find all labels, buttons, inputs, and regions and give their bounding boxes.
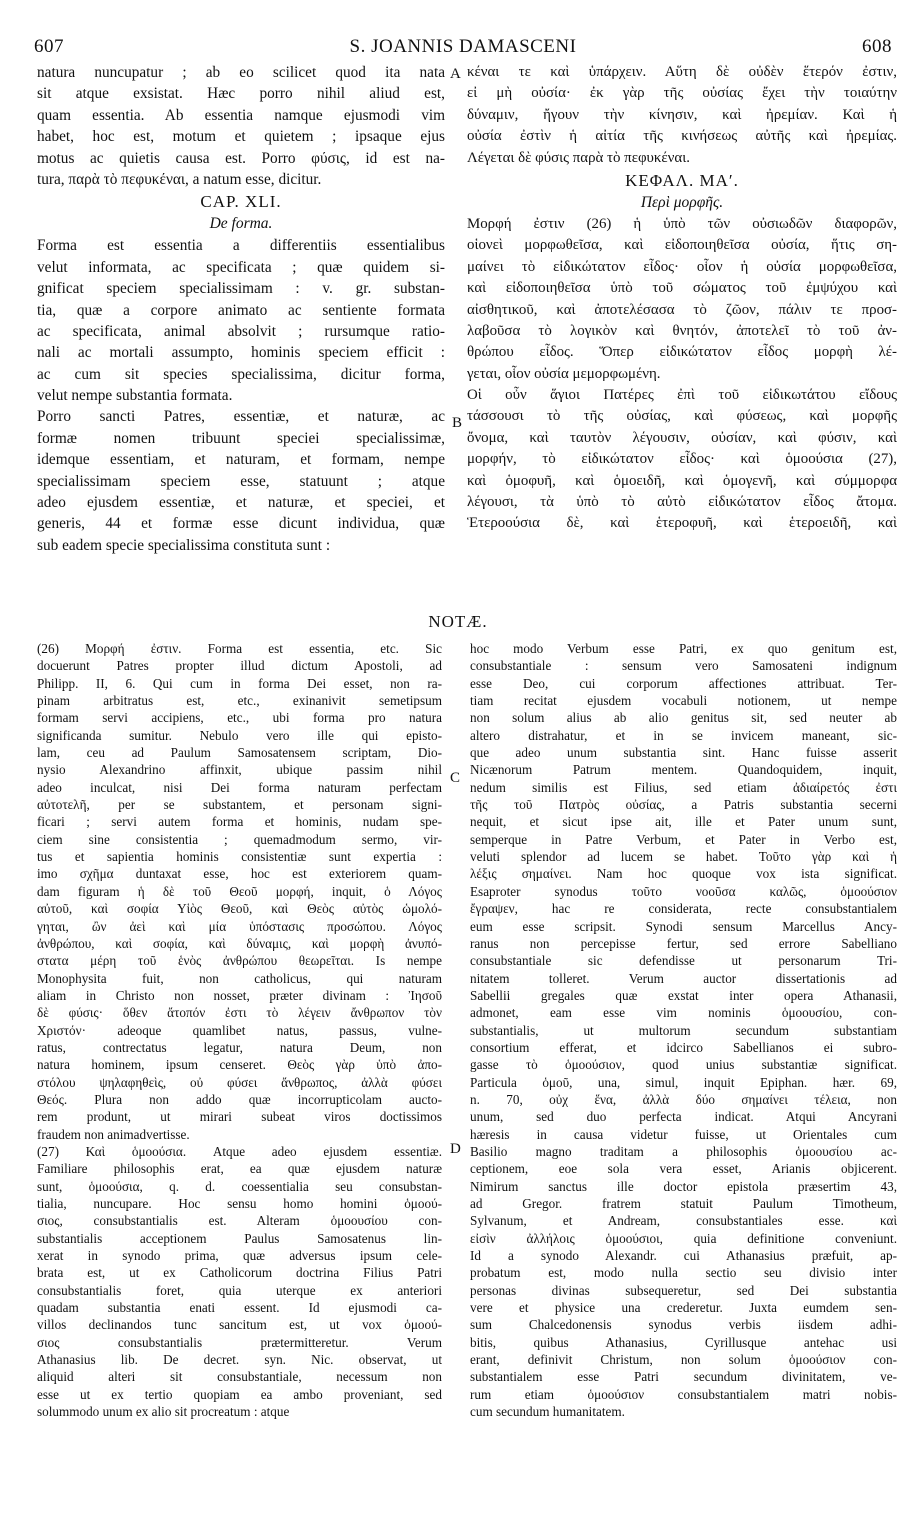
note-line: erant, definivit Christum, non solum ὁμοούσιον con- <box>470 1352 897 1368</box>
note-line: sum Chalcedonensis synodus verbis iisdem adhi- <box>470 1317 897 1333</box>
note-line: gasse τὸ ὁμοούσιον, quod unius substantiæ significat. <box>470 1057 897 1073</box>
note-line: nequit, et sicut ipse ait, ille et Pater unum sunt, <box>470 814 897 830</box>
note-line: imo σχῆμα duntaxat esse, hoc est exteriorem quam- <box>37 866 442 882</box>
note-line: Sabellii gregales quæ exstat inter opera Athanasii, <box>470 987 897 1003</box>
note-line: probatum est, modo nulla sectio seu divisio inter <box>470 1265 897 1281</box>
note-line: ἀνθρώπου, καὶ σοφία, καὶ δύναμις, καὶ μορφὴ ἀνυπό- <box>37 935 442 951</box>
note-line: docuerunt Patres propter illud dictum Apostoli, ad <box>37 658 442 674</box>
text-line: quam essentia. Ab essentia namque ejusmodi vim <box>37 106 445 124</box>
note-line: substantialem esse Patri secundum divinitatem, ve- <box>470 1369 897 1385</box>
note-line: adeo inculcat, nisi Dei forma naturam perfectam <box>37 779 442 795</box>
note-line: ratus, contrectatus legatur, natura Deum, non <box>37 1039 442 1055</box>
note-line: sunt, ὁμοούσια, q. d. coessentialia seu consubstan- <box>37 1178 442 1194</box>
note-line: substantialis acceptionem Paulus Samosatenus lin- <box>37 1230 442 1246</box>
note-line: significanda sumitur. Nebulo vero ille qui episto- <box>37 727 442 743</box>
greek-column <box>467 62 897 535</box>
note-line: ficari ; servi autem forma et hominis, nudam spe- <box>37 814 442 830</box>
text-line: εἰ μὴ οὐσία· ἐκ γὰρ τῆς οὐσίας ἔχει τὴν τοιαύτην <box>467 85 897 102</box>
chapter-heading: CAP. XLI. <box>200 192 282 212</box>
note-line: eum esse scripsit. Synodi sensum Marcellus Ancy- <box>470 918 897 934</box>
note-line: ad Gregor. fratrem statuit Paulum Timotheum, <box>470 1196 897 1211</box>
text-line: tia, quæ a corpore animato ac sentiente formata <box>37 301 445 319</box>
note-line: consortium efferat, et idcirco Sabellianos ei subro- <box>470 1039 897 1055</box>
note-line: vere et physice una crederetur. Juxta eumdem sen- <box>470 1300 897 1316</box>
note-line: nedum similis est Filius, sed etiam ἀδιαίρετός ἐστι <box>470 779 897 795</box>
margin-letter-b: B <box>452 415 463 431</box>
text-line: οὐσία ἐστὶν ἡ αἰτία τῆς κινήσεως αὐτῆς καὶ ἠρεμίας. <box>467 128 897 145</box>
margin-letter-c: C <box>450 770 461 786</box>
note-line: σιος, consubstantialis est. Alteram ὁμοουσίου con- <box>37 1213 442 1229</box>
note-line: στατα μέρη τοῦ ἑνὸς ἀνθρώπου θεωρεῖται. Is nempe <box>37 953 442 969</box>
note-line: tiam recitat ejusdem vocabuli notionem, ut nempe <box>470 693 897 709</box>
notes-right-column <box>470 640 897 1420</box>
text-line: idemque essentiam, et naturam, et formam, nempe <box>37 451 445 469</box>
text-line: gnificat speciem specialissimam : v. gr. substan- <box>37 280 445 298</box>
note-line: ciem sine consistentia ; quemadmodum sermo, vir- <box>37 831 442 847</box>
page-number-right: 608 <box>862 36 892 57</box>
text-line: adeo ejusdem essentiæ, et naturæ, et speciei, et <box>37 494 445 512</box>
note-line: quadam substantia enati essent. Id ejusmodi ca- <box>37 1300 442 1316</box>
note-line: consubstantiale sic defendisse ut personarum Tri- <box>470 953 897 969</box>
text-line: motus ac quietis causa est. Porro φύσις, id est na- <box>37 149 445 167</box>
text-line: θρώπου εἶδος. Ὅπερ εἰδικώτατον εἶδος μορφὴ λέ- <box>467 344 897 361</box>
note-line: Id a synodo Alexandr. cui Athanasius præfuit, ap- <box>470 1248 897 1264</box>
note-line: consubstantiale : sensum vero Samosateni indignum <box>470 658 897 674</box>
note-line: Nicænorum Patrum mentem. Quandoquidem, inquit, <box>470 762 897 778</box>
note-line: nitatem tolleret. Verum auctor dissertationis ad <box>470 970 897 986</box>
text-line: habet, hoc est, motum et quietem ; ipsaque ejus <box>37 128 445 146</box>
margin-letter-a: A <box>450 66 461 82</box>
text-line: Οἱ οὖν ἅγιοι Πατέρες ἐπὶ τοῦ εἰδικωτάτου εἴδους <box>467 387 897 404</box>
text-line: αἰσθητικοῦ, καὶ ἀποτελέσασα τὸ ζῶον, πάλιν τε προσ- <box>467 301 897 318</box>
page-number-left: 607 <box>34 36 64 57</box>
text-line: natura nuncupatur ; ab eo scilicet quod ita nata <box>37 64 445 81</box>
text-line: velut nempe substantia formata. <box>37 387 233 405</box>
note-line: n. 70, οὐχ ἕνα, ἀλλὰ δύο σημαίνει τέλεια, non <box>470 1091 897 1107</box>
note-line: τῆς τοῦ Πατρὸς οὐσίας, a Patris substantia secerni <box>470 797 897 813</box>
note-line: αὐτοτελῆ, per se substantem, et personam signi- <box>37 797 442 813</box>
note-line: Χριστόν· adeoque quamlibet natus, passus, vulne- <box>37 1022 442 1038</box>
text-line: γεται, οἷον οὐσία μεμορφωμένη. <box>467 365 661 382</box>
text-line: ὄνομα, καὶ ταυτὸν λέγουσιν, οὐσίαν, καὶ φύσιν, καὶ <box>467 429 897 446</box>
note-line: semperque in Patre Verbum, et Pater in Verbo est, <box>470 831 897 847</box>
note-line: Philipp. II, 6. Qui cum in forma Dei esset, non ra- <box>37 675 442 691</box>
note-line: Θεός. Plura non addo quæ incorrupticolam aucto- <box>37 1091 442 1107</box>
running-head <box>34 36 892 58</box>
notes-left-column <box>37 640 442 1420</box>
note-line: tialia, nuncupare. Hoc sensu homo homini ὁμοού- <box>37 1196 442 1211</box>
note-line: Nimirum sanctus ille doctor epistola præsertim 43, <box>470 1178 897 1194</box>
text-line: sit atque exsistat. Hæc porro nihil aliud est, <box>37 85 445 103</box>
note-line: ranus non percepisse fertur, sed errore Sabelliano <box>470 935 897 951</box>
note-line: Monophysita fuit, non catholicus, qui naturam <box>37 970 442 986</box>
note-line: villos declinandos tunc sancitum est, ut vox ὁμοού- <box>37 1317 442 1333</box>
note-line: lam, ceu ad Paulum Samosatensem scriptam, Dio- <box>37 745 442 761</box>
note-line: dam figuram ἡ δὲ τοῦ Θεοῦ μορφή, inquit, ὁ Λόγος <box>37 883 442 899</box>
latin-column <box>37 62 445 556</box>
note-line: aliam in Christo non nosset, præter divinam : Ἰησοῦ <box>37 987 442 1003</box>
chapter-heading: ΚΕΦΑΛ. ΜΑʹ. <box>625 170 739 190</box>
chapter-title: Περὶ μορφῆς. <box>640 193 724 211</box>
note-line: εἰσὶν ἀλλήλοις ὁμοούσιοι, quia definitione conveniunt. <box>470 1230 897 1246</box>
note-line: fraudem non animadvertisse. <box>37 1126 190 1142</box>
note-line: bitis, quibus Athanasius, Cyrillusque antehac usi <box>470 1334 897 1350</box>
text-line: velut informata, ac specificata ; quæ quidem si- <box>37 258 445 276</box>
note-line: (27) Καὶ ὁμοούσια. Atque adeo ejusdem essentiæ. <box>37 1143 442 1159</box>
text-line: Λέγεται δὲ φύσις παρὰ τὸ πεφυκέναι. <box>467 149 690 166</box>
note-line: aliquid alteri sit consubstantiale, necessum non <box>37 1369 442 1385</box>
note-line: unum, sed duo perfecta indicat. Atqui Ancyrani <box>470 1109 897 1125</box>
notes-heading: NOTÆ. <box>428 612 488 631</box>
note-line: hoc modo Verbum esse Patri, ex quo genitum est, <box>470 641 897 656</box>
text-line: λαβοῦσα τὸ λογικὸν καὶ θνητόν, ἀποτελεῖ τὸ τοῦ ἀν- <box>467 322 897 339</box>
note-line: esse ut ex tertio quopiam ea ambo proveniant, sed <box>37 1386 442 1402</box>
text-line: sub eadem specie specialissima constituta sunt : <box>37 536 331 554</box>
text-line: Μορφή ἐστιν (26) ἡ ὑπὸ τῶν οὐσιωδῶν διαφορῶν, <box>467 215 897 232</box>
text-line: καὶ εἰδοποιηθεῖσα ὑπὸ τοῦ σώματος τοῦ ἐμψύχου καὶ <box>467 280 897 297</box>
note-line: rum etiam ὁμοούσιον consubstantialem matri nobis- <box>470 1386 897 1402</box>
note-line: λέξις σημαίνει. Nam hoc quoque vox ista significat. <box>470 866 897 882</box>
note-line: que adeo unum substantia sint. Hanc fuisse asserit <box>470 745 897 761</box>
note-line: στόλου ψηλαφηθεὶς, οὐ φύσει ἄνθρωπος, ἀλλὰ φύσει <box>37 1074 442 1090</box>
note-line: formam servi accipiens, etc., ubi forma pro natura <box>37 710 442 726</box>
note-line: xerat in synodo prima, quæ adversus ipsum cele- <box>37 1248 442 1264</box>
text-line: μορφήν, τὸ εἰδικώτατον εἶδος· καὶ ὁμοούσια (27), <box>467 451 897 468</box>
note-line: natura hominem, ipsum censeret. Θεὸς γὰρ ὑπὸ ἀπο- <box>37 1057 442 1073</box>
text-line: οἱονεὶ μορφωθεῖσα, καὶ εἰδοποιηθεῖσα οὐσία, ἥτις ση- <box>467 237 897 254</box>
text-line: ac cum sit species specialissima, dicitur forma, <box>37 365 445 383</box>
text-line: τάσσουσι τὸ τῆς οὐσίας, καὶ φύσεως, καὶ μορφῆς <box>467 408 897 425</box>
chapter-title: De forma. <box>209 215 273 233</box>
note-line: Basilio magno traditam a philosophis ὁμοουσίου ac- <box>470 1143 897 1159</box>
note-line: Athanasius lib. De decret. syn. Nic. observat, ut <box>37 1352 442 1368</box>
running-title: S. JOANNIS DAMASCENI <box>349 36 577 57</box>
text-line: Ἑτεροούσια δὲ, καὶ ἑτεροφυῆ, καὶ ἑτεροειδῆ, καὶ <box>467 515 897 532</box>
note-line: hæresis in causa videtur fuisse, ut Orientales cum <box>470 1126 897 1142</box>
text-line: καὶ ὁμοφυῆ, καὶ ὁμοειδῆ, καὶ ὁμογενῆ, καὶ σύμμορφα <box>467 472 897 489</box>
note-line: non solum alius ab alio genitus sit, sed neuter ab <box>470 710 897 726</box>
note-line: (26) Μορφή ἐστιν. Forma est essentia, etc. Sic <box>37 641 442 656</box>
note-line: admonet, eam esse vim nominis ὁμοουσίου, con- <box>470 1005 897 1021</box>
note-line: ἔγραψεν, hac re considerata, recte consubstantialem <box>470 901 897 917</box>
text-line: tura, παρὰ τὸ πεφυκέναι, a natum esse, dicitur. <box>37 170 322 188</box>
note-line: Sylvanum, et Andream, consubstantiales esse. καὶ <box>470 1213 897 1229</box>
note-line: brata est, ut ex Catholicorum doctrina Filius Patri <box>37 1265 442 1281</box>
text-line: Porro sancti Patres, essentiæ, et naturæ, ac <box>37 408 445 426</box>
note-line: Esaproter synodus τοῦτο νοοῦσα καλῶς, ὁμοούσιον <box>470 883 897 899</box>
note-line: cum secundum humanitatem. <box>470 1404 625 1420</box>
note-line: solummodo unum ex alio sit procreatum : atque <box>37 1404 290 1420</box>
note-line: nysio Alexandrino affinxit, ubique passim nihil <box>37 762 442 778</box>
note-line: ceptionem, eoe sola vera esset, Arianis objicerent. <box>470 1161 897 1177</box>
text-line: formæ nomen tribuunt speciei specialissimæ, <box>37 429 445 447</box>
text-line: generis, 44 et formæ esse dicunt individua, quæ <box>37 515 445 533</box>
note-line: Particula ὁμοῦ, una, simul, inquit Epiphan. hær. 69, <box>470 1074 897 1090</box>
note-line: esse Deo, cui corporum affectiones attribuat. Ter- <box>470 675 897 691</box>
text-line: μαίνει τὸ εἰδικώτατον εἶδος· οἷον ἡ οὐσία μορφωθεῖσα, <box>467 258 897 275</box>
note-line: rem produnt, ut mirari subeat viros doctissimos <box>37 1109 442 1125</box>
note-line: γηται, ὢν ἀεὶ καὶ μία ὑπόστασις προσώπου. Λόγος <box>37 918 442 934</box>
text-line: ac specificata, animal absolvit ; rursumque ratio- <box>37 322 445 340</box>
note-line: Familiare philosophis erat, ea quæ ejusdem naturæ <box>37 1161 442 1177</box>
note-line: σιος consubstantialis prætermitteretur. Verum <box>37 1334 442 1350</box>
note-line: αὐτοῦ, καὶ σοφία Υἱὸς Θεοῦ, καὶ Θεὸς αὐτὸς ὡμολό- <box>37 901 442 917</box>
text-line: nali ac mortali assumpto, hominis speciem efficit : <box>37 344 445 362</box>
text-line: κέναι τε καὶ ὑπάρχειν. Αὕτη δὲ οὐδὲν ἕτερόν ἐστιν, <box>467 64 897 80</box>
margin-letter-d: D <box>450 1141 461 1157</box>
note-line: personas divinas subsequeretur, sed Dei substantia <box>470 1282 897 1298</box>
note-line: pinam arbitratus est, etc., exinanivit semetipsum <box>37 693 442 709</box>
note-line: altero distrahatur, et in se invicem maneant, sic- <box>470 727 897 743</box>
note-line: veluti splendor ad lucem se habet. Τοῦτο γὰρ καὶ ἡ <box>470 849 897 865</box>
note-line: tus et sapientia hominis consistentiæ sunt expertia : <box>37 849 442 865</box>
text-line: δύναμιν, ἤγουν τὴν κίνησιν, καὶ ἠρεμίαν. Καὶ ἡ <box>467 106 897 123</box>
note-line: consubstantialis foret, quia uterque ex anteriori <box>37 1282 442 1298</box>
note-line: substantialis, ut multorum secundum substantiam <box>470 1022 897 1038</box>
text-line: λέγουσι, τὰ ὑπὸ τὸ αὐτὸ εἰδικώτατον εἶδος ἄτομα. <box>467 494 897 511</box>
text-line: Forma est essentia a differentiis essentialibus <box>37 237 445 255</box>
text-line: specialissimam speciem esse, statuunt ; atque <box>37 472 445 490</box>
note-line: δὲ φύσις· ὅθεν ἄτοπόν ἐστι τὸ λέγειν ἄνθρωπον τὸν <box>37 1005 442 1021</box>
